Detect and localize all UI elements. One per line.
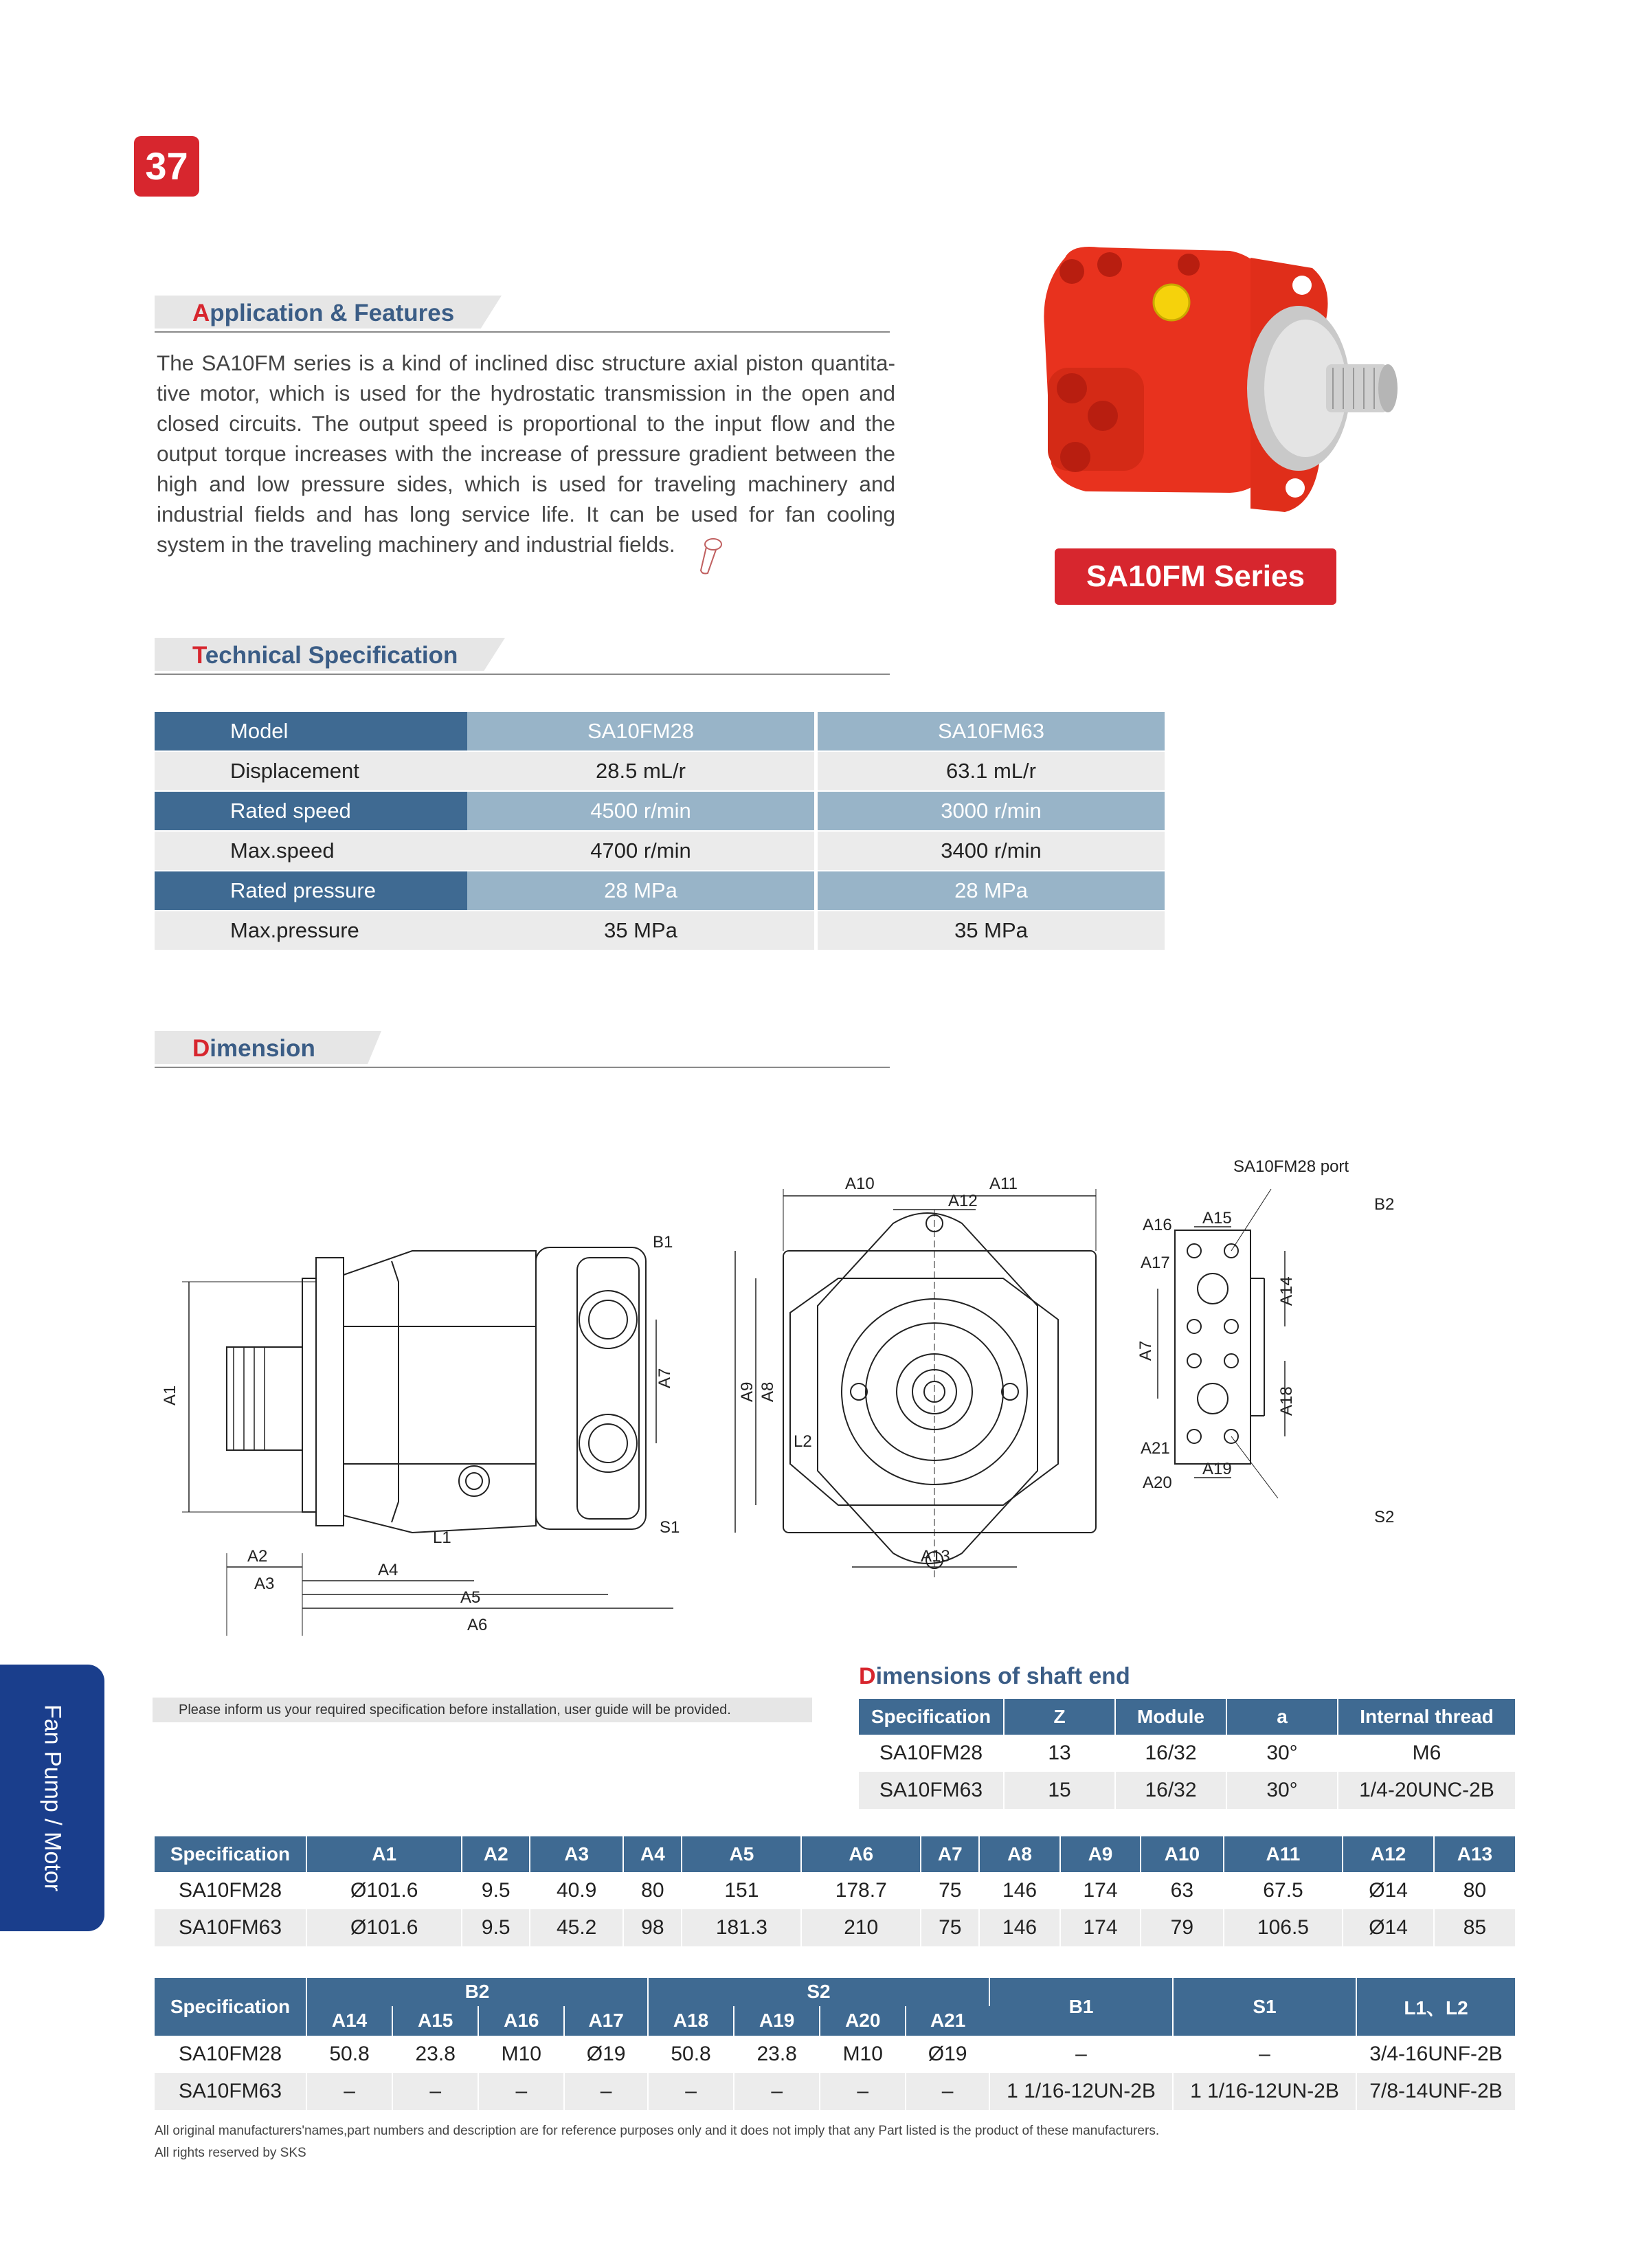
drawing-label: A21 xyxy=(1141,1439,1170,1458)
section-title: Technical Specification xyxy=(192,642,458,669)
table-header: A10 xyxy=(1141,1836,1223,1872)
table-header: A9 xyxy=(1060,1836,1141,1872)
spec-row: Max.pressure 35 MPa 35 MPa xyxy=(155,911,1165,950)
table-subheader: A16 xyxy=(478,2006,564,2036)
spec-row: Rated pressure 28 MPa 28 MPa xyxy=(155,871,1165,910)
drawing-label: A3 xyxy=(254,1575,275,1593)
drawing-label: A6 xyxy=(467,1616,488,1634)
drawing-label: A13 xyxy=(921,1547,950,1566)
table-header: A13 xyxy=(1434,1836,1515,1872)
drawing-label: A18 xyxy=(1277,1386,1296,1416)
table-subheader: A15 xyxy=(392,2006,478,2036)
table-row: SA10FM28 50.8 23.8 M10 Ø19 50.8 23.8 M10 Ø19 – – 3/4-16UNF-2B xyxy=(155,2036,1515,2073)
table-header: Module xyxy=(1115,1699,1226,1735)
drawing-label: A1 xyxy=(161,1385,179,1405)
table-header: Internal thread xyxy=(1338,1699,1515,1735)
table-row: SA10FM63 – – – – – – – – 1 1/16-12UN-2B 1 1/16-12UN-2B 7/8-14UNF-2B xyxy=(155,2073,1515,2110)
table-row: SA10FM63 Ø101.6 9.5 45.2 98 181.3 210 75 146 174 79 106.5 Ø14 85 xyxy=(155,1909,1515,1946)
table-subheader: A17 xyxy=(564,2006,648,2036)
spec-row: Max.speed 4700 r/min 3400 r/min xyxy=(155,832,1165,870)
drawing-label: S1 xyxy=(660,1518,680,1537)
drawing-label: A11 xyxy=(989,1175,1018,1193)
drawing-label: S2 xyxy=(1374,1508,1395,1526)
table-row: SA10FM63 15 16/32 30° 1/4-20UNC-2B xyxy=(859,1772,1515,1809)
drawing-label: B2 xyxy=(1374,1195,1395,1214)
section-title: Application & Features xyxy=(192,300,455,326)
table-header: A11 xyxy=(1224,1836,1343,1872)
table-header: A7 xyxy=(921,1836,979,1872)
drawing-label: L2 xyxy=(794,1432,812,1451)
drawing-label: A20 xyxy=(1143,1474,1172,1492)
spec-row: Rated speed 4500 r/min 3000 r/min xyxy=(155,792,1165,830)
product-image xyxy=(1024,244,1409,526)
section-title: Dimension xyxy=(192,1035,315,1062)
table-row: SA10FM28 13 16/32 30° M6 xyxy=(859,1735,1515,1772)
drawing-label: A16 xyxy=(1143,1216,1172,1234)
table-header: A2 xyxy=(462,1836,530,1872)
table-header: A12 xyxy=(1343,1836,1433,1872)
table-subheader: A18 xyxy=(648,2006,734,2036)
drawing-label: A10 xyxy=(845,1175,875,1193)
drawing-label: A4 xyxy=(378,1561,399,1579)
footer-disclaimer: All original manufacturers'names,part numbers and description are for reference purposes only and it does not imply that any Part listed is the product of these manufacturers. xyxy=(155,2124,1160,2138)
drawing-label: B1 xyxy=(653,1233,673,1252)
drawing-label: L1 xyxy=(433,1528,451,1547)
drawing-label: A2 xyxy=(247,1547,268,1566)
table-header: L1、L2 xyxy=(1356,1978,1515,2036)
table-header: Specification xyxy=(859,1699,1004,1735)
drawing-label: A12 xyxy=(948,1192,978,1210)
dimension-drawing xyxy=(151,1141,1429,1636)
table-header: B1 xyxy=(989,1978,1173,2036)
drawing-label: A14 xyxy=(1277,1276,1296,1306)
spec-header-row: Model SA10FM28 SA10FM63 xyxy=(155,712,1165,751)
table-header: A4 xyxy=(623,1836,682,1872)
footer-copyright: All rights reserved by SKS xyxy=(155,2146,306,2160)
table-header: S2 xyxy=(648,1978,989,2006)
table-header: S1 xyxy=(1173,1978,1356,2036)
installation-notice: Please inform us your required specification before installation, user guide will be provided. xyxy=(153,1698,812,1722)
pointer-icon xyxy=(694,536,728,577)
application-text: The SA10FM series is a kind of inclined disc structure axial piston quantita-tive motor, which is used for the hydrostatic transmission in the open and closed circuits. The output speed is proportional to the input flow and the output torque increases with the increase of pressure gradient between the high and low pressure sides, which is used for traveling machinery and industrial fields and has long service life. It can be used for fan cooling system in the traveling machinery and industrial fields. xyxy=(157,351,895,557)
drawing-label: A15 xyxy=(1202,1209,1232,1227)
table-header: A6 xyxy=(801,1836,921,1872)
table-subheader: A19 xyxy=(734,2006,820,2036)
drawing-label: SA10FM28 port xyxy=(1233,1157,1349,1176)
drawing-label: A9 xyxy=(738,1381,756,1402)
side-tab: Fan Pump / Motor xyxy=(0,1665,104,1931)
table-header: A1 xyxy=(306,1836,462,1872)
drawing-label: A7 xyxy=(1136,1340,1155,1361)
table-header: Specification xyxy=(155,1836,306,1872)
dimension-table-1 xyxy=(155,1836,1515,1946)
table-row: SA10FM28 Ø101.6 9.5 40.9 80 151 178.7 75 146 174 63 67.5 Ø14 80 xyxy=(155,1872,1515,1909)
table-subheader: A20 xyxy=(820,2006,906,2036)
table-header: A5 xyxy=(682,1836,801,1872)
table-header: B2 xyxy=(306,1978,648,2006)
dimension-table-2 xyxy=(155,1978,1515,2110)
drawing-label: A19 xyxy=(1202,1460,1232,1478)
shaft-end-title: Dimensions of shaft end xyxy=(859,1663,1130,1689)
table-subheader: A21 xyxy=(906,2006,989,2036)
drawing-label: A8 xyxy=(759,1381,777,1402)
table-header: A8 xyxy=(979,1836,1059,1872)
drawing-label: A5 xyxy=(460,1588,481,1607)
table-header: Specification xyxy=(155,1978,306,2036)
table-subheader: A14 xyxy=(306,2006,392,2036)
page-number: 37 xyxy=(134,136,199,197)
shaft-end-table xyxy=(859,1699,1515,1809)
series-badge: SA10FM Series xyxy=(1055,548,1336,605)
table-header: A3 xyxy=(530,1836,623,1872)
table-header: a xyxy=(1226,1699,1338,1735)
table-header: Z xyxy=(1004,1699,1115,1735)
spec-row: Displacement 28.5 mL/r 63.1 mL/r xyxy=(155,752,1165,790)
drawing-label: A7 xyxy=(655,1368,674,1388)
drawing-label: A17 xyxy=(1141,1254,1170,1272)
